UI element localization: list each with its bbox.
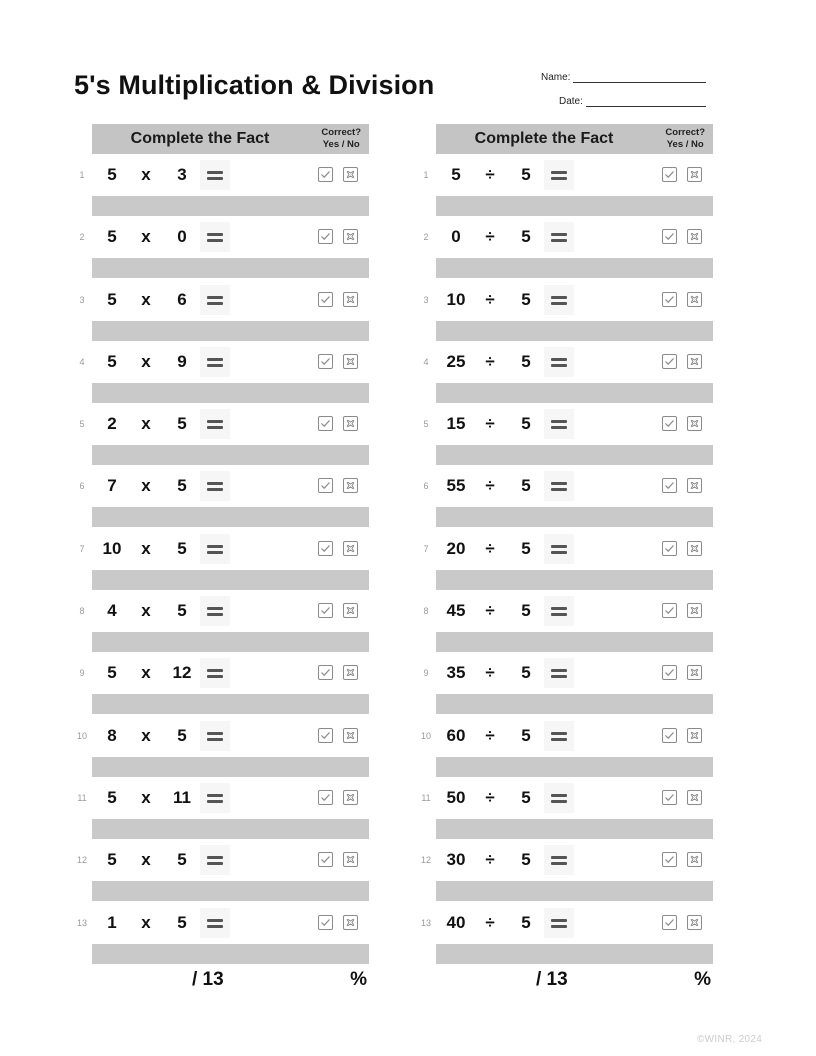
operator: ÷ xyxy=(485,725,495,745)
x-box-icon[interactable] xyxy=(343,665,358,680)
problem-number: 1 xyxy=(423,170,429,180)
problem-row xyxy=(423,216,713,278)
answer-field[interactable] xyxy=(92,258,369,278)
operator: x xyxy=(141,289,151,309)
problem-row xyxy=(79,528,369,590)
check-box-icon[interactable] xyxy=(318,603,333,618)
operand-a: 5 xyxy=(107,663,117,683)
check-box-icon[interactable] xyxy=(318,354,333,369)
problem-number: 3 xyxy=(423,294,429,305)
answer-field[interactable] xyxy=(92,881,369,901)
operator: x xyxy=(141,663,151,683)
problem-number: 1 xyxy=(79,170,85,180)
answer-field[interactable] xyxy=(92,196,369,216)
operand-b: 5 xyxy=(521,227,531,247)
problem-row xyxy=(420,902,713,964)
equals-icon xyxy=(544,658,574,688)
equals-icon xyxy=(200,721,230,751)
header-correct xyxy=(321,127,361,151)
answer-field[interactable] xyxy=(436,694,713,714)
problem-number: 6 xyxy=(423,481,429,492)
answer-field[interactable] xyxy=(92,507,369,527)
problem-row xyxy=(79,403,369,465)
check-box-icon[interactable] xyxy=(662,292,677,307)
problem-number: 5 xyxy=(79,419,85,430)
equals-icon xyxy=(544,908,574,938)
score-total: / 13 xyxy=(192,968,224,990)
problem-row xyxy=(423,652,713,714)
problem-number: 11 xyxy=(421,792,431,803)
answer-field[interactable] xyxy=(92,632,369,652)
x-box-icon[interactable] xyxy=(343,292,358,307)
header-correct xyxy=(665,127,705,151)
problem-number: 7 xyxy=(79,543,85,554)
operand-b: 12 xyxy=(172,663,192,683)
operator: ÷ xyxy=(485,414,495,434)
equals-icon xyxy=(200,534,230,564)
problem-row xyxy=(420,839,713,901)
operand-a: 7 xyxy=(107,476,117,496)
header-title: Complete the Fact xyxy=(474,130,614,147)
operand-b: 5 xyxy=(521,912,531,932)
problem-number: 8 xyxy=(423,606,429,617)
answer-field[interactable] xyxy=(436,570,713,590)
check-box-icon[interactable] xyxy=(318,416,333,431)
worksheet-title: 5's Multiplication & Division xyxy=(74,70,435,100)
operand-a: 5 xyxy=(107,289,117,309)
problem-row xyxy=(79,465,369,527)
operand-b: 5 xyxy=(521,787,531,807)
x-box-icon[interactable] xyxy=(687,354,702,369)
name-label: Name: xyxy=(541,72,571,83)
operator: x xyxy=(141,351,151,371)
equals-icon xyxy=(544,285,574,315)
x-box-icon[interactable] xyxy=(343,478,358,493)
check-box-icon[interactable] xyxy=(318,728,333,743)
operand-a: 20 xyxy=(446,538,466,558)
operand-a: 30 xyxy=(446,850,466,870)
problem-number: 12 xyxy=(76,855,87,866)
problem-number: 4 xyxy=(79,356,85,367)
equals-icon xyxy=(200,845,230,875)
equals-icon xyxy=(544,845,574,875)
operand-b: 5 xyxy=(521,850,531,870)
equals-icon xyxy=(200,222,230,252)
operator: ÷ xyxy=(485,601,495,621)
operand-a: 50 xyxy=(446,787,466,807)
operand-b: 9 xyxy=(177,351,187,371)
check-box-icon[interactable] xyxy=(318,915,333,930)
problem-row xyxy=(76,902,369,964)
operand-b: 5 xyxy=(521,725,531,745)
problem-number: 13 xyxy=(420,917,431,928)
operand-b: 5 xyxy=(177,725,187,745)
problem-number: 10 xyxy=(76,730,87,741)
check-box-icon[interactable] xyxy=(662,541,677,556)
x-box-icon[interactable] xyxy=(687,478,702,493)
check-box-icon[interactable] xyxy=(318,292,333,307)
check-box-icon[interactable] xyxy=(662,354,677,369)
problem-number: 7 xyxy=(423,543,429,554)
operator: x xyxy=(141,165,151,184)
answer-field[interactable] xyxy=(92,321,369,341)
answer-field[interactable] xyxy=(436,383,713,403)
problem-row xyxy=(423,279,713,341)
operand-a: 5 xyxy=(107,165,117,184)
check-box-icon[interactable] xyxy=(318,478,333,493)
check-box-icon[interactable] xyxy=(318,852,333,867)
column-header xyxy=(92,124,369,154)
x-box-icon[interactable] xyxy=(343,354,358,369)
answer-field[interactable] xyxy=(92,694,369,714)
answer-field[interactable] xyxy=(436,321,713,341)
answer-field[interactable] xyxy=(436,632,713,652)
date-blank-line[interactable] xyxy=(586,96,706,107)
equals-icon xyxy=(544,409,574,439)
problem-row xyxy=(420,715,713,777)
operand-a: 8 xyxy=(107,725,117,745)
problem-row xyxy=(423,465,713,527)
operator: ÷ xyxy=(485,787,495,807)
answer-field[interactable] xyxy=(436,881,713,901)
x-box-icon[interactable] xyxy=(343,229,358,244)
problem-number: 3 xyxy=(79,294,85,305)
operand-b: 5 xyxy=(177,538,187,558)
operator: x xyxy=(141,227,151,247)
problem-number: 13 xyxy=(76,917,87,928)
x-box-icon[interactable] xyxy=(343,728,358,743)
answer-field[interactable] xyxy=(92,445,369,465)
operand-a: 60 xyxy=(446,725,466,745)
answer-field[interactable] xyxy=(92,944,369,964)
operator: x xyxy=(141,601,151,621)
check-box-icon[interactable] xyxy=(318,541,333,556)
problem-row xyxy=(421,777,713,839)
answer-field[interactable] xyxy=(436,757,713,777)
x-box-icon[interactable] xyxy=(343,541,358,556)
operand-a: 5 xyxy=(107,850,117,870)
problem-row xyxy=(423,341,713,403)
problem-number: 2 xyxy=(79,232,85,243)
operand-b: 5 xyxy=(521,663,531,683)
equals-icon xyxy=(200,471,230,501)
equals-icon xyxy=(200,783,230,813)
answer-field[interactable] xyxy=(92,757,369,777)
x-box-icon[interactable] xyxy=(687,665,702,680)
x-box-icon[interactable] xyxy=(687,790,702,805)
operand-a: 45 xyxy=(446,601,466,621)
equals-icon xyxy=(544,471,574,501)
operand-b: 5 xyxy=(521,601,531,621)
header-correct-line1: Correct? xyxy=(665,127,705,138)
equals-icon xyxy=(200,160,230,190)
check-box-icon[interactable] xyxy=(662,229,677,244)
problem-row xyxy=(79,154,369,216)
multiplication-column xyxy=(76,124,369,1004)
problem-row xyxy=(79,216,369,278)
operator: ÷ xyxy=(485,538,495,558)
check-box-icon[interactable] xyxy=(662,852,677,867)
operator: x xyxy=(141,538,151,558)
date-label: Date: xyxy=(559,96,583,107)
problem-row xyxy=(77,777,369,839)
check-box-icon[interactable] xyxy=(662,790,677,805)
x-box-icon[interactable] xyxy=(343,852,358,867)
score-percent: % xyxy=(350,968,367,990)
problem-number: 6 xyxy=(79,481,85,492)
problem-number: 9 xyxy=(79,668,85,679)
check-box-icon[interactable] xyxy=(318,790,333,805)
score-percent: % xyxy=(694,968,711,990)
answer-field[interactable] xyxy=(92,383,369,403)
operator: x xyxy=(141,787,151,807)
check-box-icon[interactable] xyxy=(662,915,677,930)
operand-b: 5 xyxy=(177,476,187,496)
equals-icon xyxy=(200,658,230,688)
answer-field[interactable] xyxy=(436,196,713,216)
equals-icon xyxy=(544,222,574,252)
operand-b: 11 xyxy=(173,787,191,807)
problem-row xyxy=(423,154,713,216)
check-box-icon[interactable] xyxy=(662,665,677,680)
problem-row xyxy=(423,590,713,652)
equals-icon xyxy=(200,285,230,315)
x-box-icon[interactable] xyxy=(687,167,702,182)
operand-b: 5 xyxy=(521,476,531,496)
header-correct-line2: Yes / No xyxy=(322,139,360,150)
problem-number: 11 xyxy=(77,792,87,803)
header-correct-line2: Yes / No xyxy=(666,139,704,150)
problem-row xyxy=(423,403,713,465)
equals-icon xyxy=(544,783,574,813)
name-field[interactable] xyxy=(541,72,706,83)
operand-a: 4 xyxy=(107,601,117,621)
answer-field[interactable] xyxy=(436,258,713,278)
equals-icon xyxy=(544,721,574,751)
operator: ÷ xyxy=(485,912,495,932)
check-box-icon[interactable] xyxy=(318,167,333,182)
operator: ÷ xyxy=(485,165,495,184)
problem-number: 2 xyxy=(423,232,429,243)
equals-icon xyxy=(544,596,574,626)
operator: ÷ xyxy=(485,289,495,309)
problem-row xyxy=(79,279,369,341)
operator: x xyxy=(141,912,151,932)
operator: ÷ xyxy=(485,663,495,683)
operator: ÷ xyxy=(485,476,495,496)
x-box-icon[interactable] xyxy=(687,229,702,244)
operand-a: 1 xyxy=(107,912,117,932)
problem-row xyxy=(76,839,369,901)
check-box-icon[interactable] xyxy=(662,167,677,182)
x-box-icon[interactable] xyxy=(687,728,702,743)
operand-a: 2 xyxy=(107,414,117,434)
operator: ÷ xyxy=(485,227,495,247)
operand-a: 55 xyxy=(446,476,466,496)
score-area xyxy=(436,964,713,1004)
x-box-icon[interactable] xyxy=(687,603,702,618)
score-total: / 13 xyxy=(536,968,568,990)
problem-number: 9 xyxy=(423,668,429,679)
equals-icon xyxy=(544,534,574,564)
problem-row xyxy=(79,652,369,714)
operand-b: 5 xyxy=(521,165,531,184)
x-box-icon[interactable] xyxy=(343,603,358,618)
operand-b: 5 xyxy=(521,351,531,371)
equals-icon xyxy=(544,160,574,190)
check-box-icon[interactable] xyxy=(662,478,677,493)
operator: x xyxy=(141,725,151,745)
problem-number: 5 xyxy=(423,419,429,430)
equals-icon xyxy=(200,409,230,439)
x-box-icon[interactable] xyxy=(687,292,702,307)
operand-b: 5 xyxy=(521,289,531,309)
operand-b: 5 xyxy=(521,538,531,558)
problem-number: 12 xyxy=(420,855,431,866)
x-box-icon[interactable] xyxy=(343,790,358,805)
problem-row xyxy=(423,528,713,590)
score-area xyxy=(92,964,369,1004)
header-correct-line1: Correct? xyxy=(321,127,361,138)
operand-b: 5 xyxy=(177,601,187,621)
operand-a: 40 xyxy=(446,912,466,932)
operator: x xyxy=(141,414,151,434)
problem-number: 10 xyxy=(420,730,431,741)
operand-b: 5 xyxy=(177,850,187,870)
check-box-icon[interactable] xyxy=(662,416,677,431)
name-blank-line[interactable] xyxy=(573,72,706,83)
answer-field[interactable] xyxy=(436,507,713,527)
equals-icon xyxy=(544,347,574,377)
operand-a: 15 xyxy=(446,414,466,434)
operand-a: 0 xyxy=(451,227,461,247)
operand-b: 5 xyxy=(177,912,187,932)
division-column xyxy=(420,124,713,1004)
operator: x xyxy=(141,476,151,496)
equals-icon xyxy=(200,596,230,626)
header-title: Complete the Fact xyxy=(130,130,270,147)
operand-b: 6 xyxy=(177,289,187,309)
problem-row xyxy=(79,341,369,403)
problem-number: 8 xyxy=(79,606,85,617)
operand-a: 35 xyxy=(446,663,466,683)
answer-field[interactable] xyxy=(92,819,369,839)
operator: ÷ xyxy=(485,850,495,870)
x-box-icon[interactable] xyxy=(687,915,702,930)
problem-row xyxy=(76,715,369,777)
x-box-icon[interactable] xyxy=(343,915,358,930)
date-field[interactable] xyxy=(559,96,706,107)
copyright: ©WINR, 2024 xyxy=(697,1034,763,1045)
check-box-icon[interactable] xyxy=(318,665,333,680)
answer-field[interactable] xyxy=(436,944,713,964)
operand-a: 5 xyxy=(451,165,461,184)
check-box-icon[interactable] xyxy=(318,229,333,244)
operand-a: 25 xyxy=(446,351,466,371)
operand-b: 5 xyxy=(177,414,187,434)
x-box-icon[interactable] xyxy=(343,416,358,431)
operand-a: 5 xyxy=(107,227,117,247)
x-box-icon[interactable] xyxy=(687,541,702,556)
column-header xyxy=(436,124,713,154)
operator: x xyxy=(141,850,151,870)
check-box-icon[interactable] xyxy=(662,728,677,743)
problem-row xyxy=(79,590,369,652)
x-box-icon[interactable] xyxy=(687,852,702,867)
answer-field[interactable] xyxy=(436,445,713,465)
x-box-icon[interactable] xyxy=(687,416,702,431)
operand-a: 5 xyxy=(107,787,117,807)
operator: ÷ xyxy=(485,351,495,371)
operand-b: 3 xyxy=(177,165,187,184)
equals-icon xyxy=(200,347,230,377)
equals-icon xyxy=(200,908,230,938)
operand-a: 10 xyxy=(102,538,122,558)
operand-a: 10 xyxy=(446,289,466,309)
problem-number: 4 xyxy=(423,356,429,367)
operand-b: 0 xyxy=(177,227,187,247)
answer-field[interactable] xyxy=(92,570,369,590)
answer-field[interactable] xyxy=(436,819,713,839)
operand-b: 5 xyxy=(521,414,531,434)
x-box-icon[interactable] xyxy=(343,167,358,182)
operand-a: 5 xyxy=(107,351,117,371)
check-box-icon[interactable] xyxy=(662,603,677,618)
